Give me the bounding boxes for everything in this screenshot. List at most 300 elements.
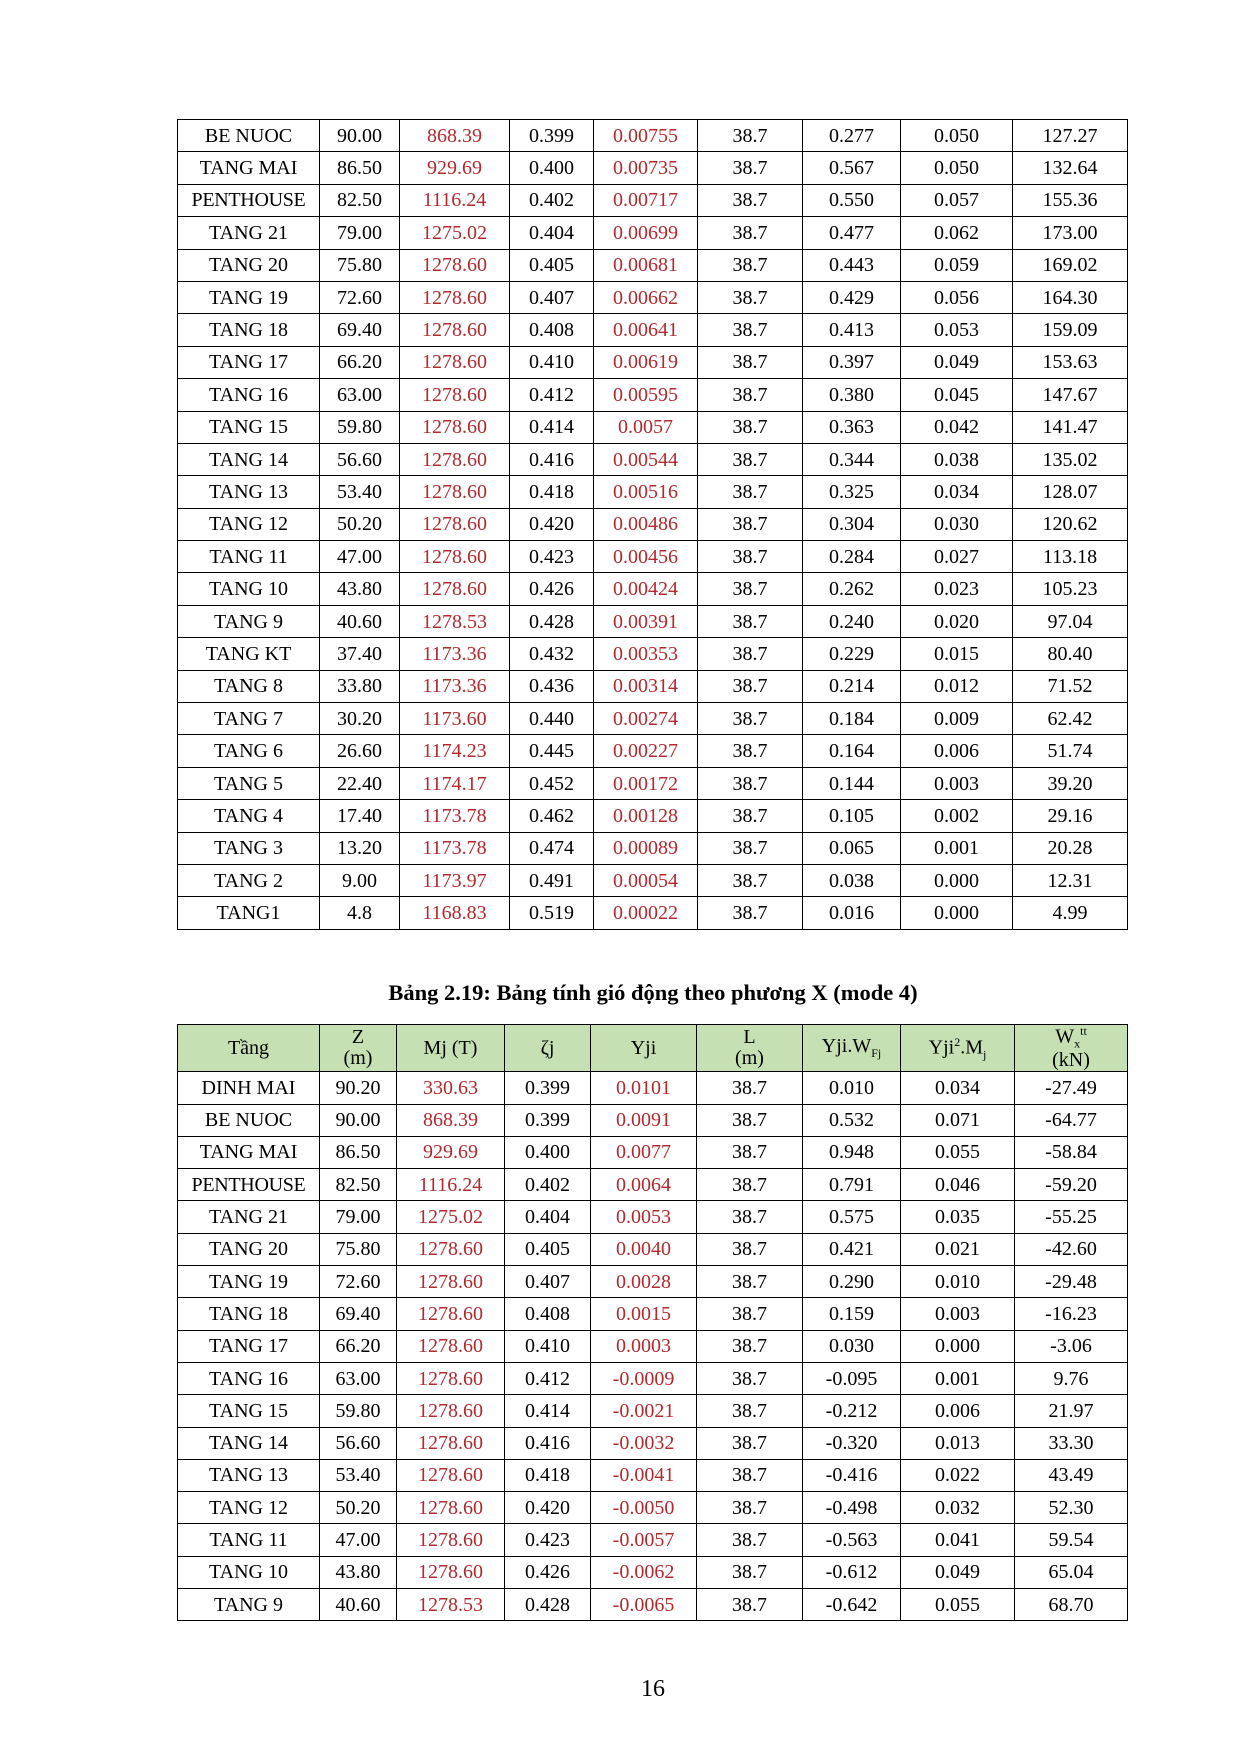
table-row: [178, 1492, 1128, 1524]
cell-yji-wfj: 0.325: [803, 476, 901, 508]
cell-length: 38.7: [698, 120, 803, 152]
header-row: [178, 1025, 1128, 1072]
cell-length: 38.7: [698, 281, 803, 313]
cell-z: 43.80: [320, 1556, 397, 1588]
header-xi-label: ζj: [540, 1036, 555, 1059]
cell-floor: TANG 21: [178, 217, 320, 249]
cell-yji-wfj: 0.159: [803, 1298, 901, 1330]
cell-length: 38.7: [697, 1395, 803, 1427]
cell-yji: 0.0003: [591, 1330, 697, 1362]
cell-yji-wfj: 0.277: [803, 120, 901, 152]
cell-xi: 0.414: [505, 1395, 591, 1427]
table-row: [178, 152, 1128, 184]
cell-yji: -0.0021: [591, 1395, 697, 1427]
cell-yji2-mj: 0.000: [901, 897, 1013, 929]
cell-z: 9.00: [320, 864, 400, 896]
cell-xi: 0.402: [510, 184, 594, 216]
cell-length: 38.7: [698, 508, 803, 540]
cell-yji2-mj: 0.055: [901, 1589, 1015, 1621]
cell-wind-load: 105.23: [1013, 573, 1128, 605]
cell-yji: 0.00486: [594, 508, 698, 540]
cell-yji: 0.0091: [591, 1104, 697, 1136]
cell-yji: -0.0041: [591, 1459, 697, 1491]
cell-mass: 1173.78: [400, 800, 510, 832]
cell-floor: TANG 7: [178, 703, 320, 735]
cell-wind-load: 65.04: [1015, 1556, 1128, 1588]
cell-z: 82.50: [320, 1169, 397, 1201]
cell-floor: TANG 13: [178, 476, 320, 508]
cell-length: 38.7: [697, 1201, 803, 1233]
cell-yji-wfj: 0.791: [803, 1169, 901, 1201]
cell-mass: 1278.60: [397, 1233, 505, 1265]
cell-wind-load: 59.54: [1015, 1524, 1128, 1556]
cell-mass: 1278.60: [400, 346, 510, 378]
page-number: 16: [641, 1676, 665, 1702]
cell-wind-load: 153.63: [1013, 346, 1128, 378]
cell-xi: 0.405: [510, 249, 594, 281]
cell-length: 38.7: [697, 1104, 803, 1136]
cell-mass: 1278.60: [400, 573, 510, 605]
cell-xi: 0.474: [510, 832, 594, 864]
cell-floor: TANG 2: [178, 864, 320, 896]
cell-yji-wfj: 0.284: [803, 541, 901, 573]
cell-wind-load: 39.20: [1013, 767, 1128, 799]
cell-floor: TANG 3: [178, 832, 320, 864]
cell-wind-load: 80.40: [1013, 638, 1128, 670]
cell-yji: 0.00391: [594, 605, 698, 637]
cell-wind-load: -29.48: [1015, 1266, 1128, 1298]
cell-yji2-mj: 0.055: [901, 1136, 1015, 1168]
cell-yji2-mj: 0.021: [901, 1233, 1015, 1265]
cell-wind-load: 51.74: [1013, 735, 1128, 767]
table-row: [178, 800, 1128, 832]
cell-mass: 1278.60: [400, 411, 510, 443]
cell-z: 4.8: [320, 897, 400, 929]
header-l-unit: (m): [735, 1047, 764, 1070]
cell-yji2-mj: 0.059: [901, 249, 1013, 281]
cell-length: 38.7: [697, 1459, 803, 1491]
cell-yji2-mj: 0.035: [901, 1201, 1015, 1233]
header-wx-sub: x: [1074, 1036, 1081, 1051]
cell-yji2-mj: 0.020: [901, 605, 1013, 637]
cell-wind-load: 141.47: [1013, 411, 1128, 443]
cell-length: 38.7: [698, 152, 803, 184]
cell-yji-wfj: -0.642: [803, 1589, 901, 1621]
cell-wind-load: -42.60: [1015, 1233, 1128, 1265]
cell-z: 79.00: [320, 1201, 397, 1233]
table-row: [178, 1136, 1128, 1168]
header-tang-label: Tầng: [227, 1036, 270, 1059]
cell-length: 38.7: [698, 476, 803, 508]
cell-xi: 0.436: [510, 670, 594, 702]
header-wx-sup: tt: [1080, 1024, 1087, 1038]
cell-length: 38.7: [698, 800, 803, 832]
cell-yji-wfj: 0.144: [803, 767, 901, 799]
table-caption: Bảng 2.19: Bảng tính gió động theo phương X (mode 4): [388, 980, 918, 1005]
cell-z: 69.40: [320, 1298, 397, 1330]
cell-wind-load: 97.04: [1013, 605, 1128, 637]
cell-z: 75.80: [320, 1233, 397, 1265]
cell-z: 56.60: [320, 443, 400, 475]
cell-yji: 0.00619: [594, 346, 698, 378]
cell-mass: 868.39: [400, 120, 510, 152]
cell-yji-wfj: 0.304: [803, 508, 901, 540]
table-row: [178, 346, 1128, 378]
cell-yji: 0.0028: [591, 1266, 697, 1298]
cell-yji: 0.00717: [594, 184, 698, 216]
cell-z: 69.40: [320, 314, 400, 346]
cell-yji2-mj: 0.049: [901, 346, 1013, 378]
cell-yji: 0.0015: [591, 1298, 697, 1330]
cell-yji: 0.00128: [594, 800, 698, 832]
cell-z: 37.40: [320, 638, 400, 670]
cell-yji2-mj: 0.022: [901, 1459, 1015, 1491]
cell-yji2-mj: 0.056: [901, 281, 1013, 313]
cell-mass: 1278.60: [397, 1266, 505, 1298]
cell-yji-wfj: 0.413: [803, 314, 901, 346]
cell-z: 59.80: [320, 1395, 397, 1427]
header-l: [697, 1025, 803, 1072]
cell-yji2-mj: 0.002: [901, 800, 1013, 832]
cell-yji: 0.00641: [594, 314, 698, 346]
cell-xi: 0.410: [510, 346, 594, 378]
cell-yji: -0.0032: [591, 1427, 697, 1459]
cell-length: 38.7: [698, 767, 803, 799]
cell-yji: 0.00314: [594, 670, 698, 702]
cell-yji2-mj: 0.000: [901, 864, 1013, 896]
cell-xi: 0.412: [510, 379, 594, 411]
cell-wind-load: 12.31: [1013, 864, 1128, 896]
cell-xi: 0.408: [510, 314, 594, 346]
cell-length: 38.7: [697, 1233, 803, 1265]
cell-xi: 0.399: [505, 1104, 591, 1136]
cell-yji: 0.00022: [594, 897, 698, 929]
cell-yji-wfj: -0.612: [803, 1556, 901, 1588]
cell-xi: 0.404: [505, 1201, 591, 1233]
cell-xi: 0.408: [505, 1298, 591, 1330]
cell-z: 63.00: [320, 379, 400, 411]
cell-yji-wfj: 0.105: [803, 800, 901, 832]
cell-mass: 1168.83: [400, 897, 510, 929]
cell-mass: 1173.78: [400, 832, 510, 864]
cell-wind-load: 33.30: [1015, 1427, 1128, 1459]
cell-yji-wfj: 0.030: [803, 1330, 901, 1362]
cell-mass: 1278.60: [400, 249, 510, 281]
cell-wind-load: 128.07: [1013, 476, 1128, 508]
cell-yji-wfj: 0.262: [803, 573, 901, 605]
cell-yji: -0.0065: [591, 1589, 697, 1621]
cell-length: 38.7: [697, 1330, 803, 1362]
cell-length: 38.7: [698, 379, 803, 411]
table-row: [178, 476, 1128, 508]
cell-z: 30.20: [320, 703, 400, 735]
cell-xi: 0.399: [505, 1072, 591, 1104]
cell-yji: 0.00227: [594, 735, 698, 767]
table-row: [178, 541, 1128, 573]
cell-xi: 0.420: [505, 1492, 591, 1524]
cell-z: 90.00: [320, 120, 400, 152]
cell-wind-load: 164.30: [1013, 281, 1128, 313]
cell-yji-wfj: 0.397: [803, 346, 901, 378]
cell-yji-wfj: 0.443: [803, 249, 901, 281]
cell-yji2-mj: 0.053: [901, 314, 1013, 346]
cell-mass: 1278.60: [400, 476, 510, 508]
cell-wind-load: 159.09: [1013, 314, 1128, 346]
cell-z: 33.80: [320, 670, 400, 702]
cell-z: 86.50: [320, 152, 400, 184]
cell-yji2-mj: 0.071: [901, 1104, 1015, 1136]
cell-xi: 0.400: [510, 152, 594, 184]
cell-xi: 0.423: [505, 1524, 591, 1556]
cell-z: 90.00: [320, 1104, 397, 1136]
cell-yji-wfj: -0.095: [803, 1362, 901, 1394]
cell-yji-wfj: 0.477: [803, 217, 901, 249]
cell-xi: 0.420: [510, 508, 594, 540]
table-row: [178, 767, 1128, 799]
cell-yji2-mj: 0.006: [901, 735, 1013, 767]
cell-yji-wfj: -0.320: [803, 1427, 901, 1459]
cell-yji2-mj: 0.023: [901, 573, 1013, 605]
cell-yji-wfj: 0.532: [803, 1104, 901, 1136]
header-yji2-sup: 2: [954, 1034, 961, 1049]
table-row: [178, 1104, 1128, 1136]
cell-length: 38.7: [697, 1556, 803, 1588]
cell-xi: 0.416: [505, 1427, 591, 1459]
cell-floor: TANG 20: [178, 249, 320, 281]
cell-floor: TANG 14: [178, 1427, 320, 1459]
cell-mass: 1278.60: [397, 1459, 505, 1491]
cell-yji-wfj: -0.212: [803, 1395, 901, 1427]
cell-yji2-mj: 0.003: [901, 767, 1013, 799]
cell-xi: 0.445: [510, 735, 594, 767]
cell-mass: 1278.60: [400, 443, 510, 475]
cell-yji2-mj: 0.034: [901, 476, 1013, 508]
table-row: [178, 184, 1128, 216]
cell-yji: 0.00735: [594, 152, 698, 184]
cell-floor: TANG KT: [178, 638, 320, 670]
cell-z: 75.80: [320, 249, 400, 281]
cell-yji2-mj: 0.049: [901, 1556, 1015, 1588]
cell-yji2-mj: 0.013: [901, 1427, 1015, 1459]
cell-z: 50.20: [320, 508, 400, 540]
cell-yji: 0.00699: [594, 217, 698, 249]
cell-wind-load: -58.84: [1015, 1136, 1128, 1168]
cell-yji: -0.0062: [591, 1556, 697, 1588]
table-wind-mode4: [177, 1024, 1128, 1621]
cell-length: 38.7: [698, 703, 803, 735]
cell-floor: TANG 12: [178, 508, 320, 540]
cell-z: 82.50: [320, 184, 400, 216]
cell-wind-load: -27.49: [1015, 1072, 1128, 1104]
cell-mass: 929.69: [397, 1136, 505, 1168]
header-z-label: Z: [351, 1026, 365, 1049]
cell-yji2-mj: 0.001: [901, 832, 1013, 864]
header-wx: [1015, 1025, 1128, 1072]
cell-floor: TANG 6: [178, 735, 320, 767]
cell-yji-wfj: 0.065: [803, 832, 901, 864]
table-wind-mode4-body: [178, 1072, 1128, 1621]
cell-xi: 0.407: [505, 1266, 591, 1298]
cell-yji2-mj: 0.062: [901, 217, 1013, 249]
cell-length: 38.7: [698, 638, 803, 670]
cell-yji-wfj: 0.290: [803, 1266, 901, 1298]
table-header: [178, 1025, 1128, 1072]
cell-yji-wfj: 0.164: [803, 735, 901, 767]
cell-z: 50.20: [320, 1492, 397, 1524]
table-row: [178, 1201, 1128, 1233]
cell-wind-load: 147.67: [1013, 379, 1128, 411]
cell-xi: 0.400: [505, 1136, 591, 1168]
cell-yji-wfj: -0.563: [803, 1524, 901, 1556]
cell-floor: TANG 19: [178, 281, 320, 313]
cell-wind-load: 62.42: [1013, 703, 1128, 735]
cell-xi: 0.414: [510, 411, 594, 443]
cell-mass: 1278.60: [400, 379, 510, 411]
cell-xi: 0.407: [510, 281, 594, 313]
cell-yji-wfj: 0.038: [803, 864, 901, 896]
cell-yji-wfj: 0.363: [803, 411, 901, 443]
cell-length: 38.7: [698, 735, 803, 767]
table-row: [178, 638, 1128, 670]
cell-length: 38.7: [697, 1589, 803, 1621]
cell-z: 79.00: [320, 217, 400, 249]
cell-floor: TANG 8: [178, 670, 320, 702]
cell-floor: BE NUOC: [178, 120, 320, 152]
header-z: [320, 1025, 397, 1072]
header-mj-label: Mj (T): [423, 1036, 478, 1059]
cell-floor: TANG1: [178, 897, 320, 929]
cell-floor: TANG 10: [178, 1556, 320, 1588]
cell-length: 38.7: [698, 541, 803, 573]
cell-yji: 0.00662: [594, 281, 698, 313]
cell-yji2-mj: 0.045: [901, 379, 1013, 411]
cell-z: 86.50: [320, 1136, 397, 1168]
cell-floor: TANG 21: [178, 1201, 320, 1233]
cell-xi: 0.519: [510, 897, 594, 929]
cell-wind-load: 21.97: [1015, 1395, 1128, 1427]
table-row: [178, 379, 1128, 411]
cell-wind-load: -64.77: [1015, 1104, 1128, 1136]
table-row: [178, 508, 1128, 540]
cell-floor: DINH MAI: [178, 1072, 320, 1104]
cell-length: 38.7: [698, 217, 803, 249]
cell-yji-wfj: 0.421: [803, 1233, 901, 1265]
cell-length: 38.7: [698, 864, 803, 896]
cell-yji: -0.0009: [591, 1362, 697, 1394]
cell-z: 66.20: [320, 1330, 397, 1362]
table-row: [178, 703, 1128, 735]
cell-floor: TANG 13: [178, 1459, 320, 1491]
table-row: [178, 573, 1128, 605]
cell-floor: PENTHOUSE: [178, 184, 320, 216]
cell-yji: 0.00544: [594, 443, 698, 475]
header-wx-unit: (kN): [1052, 1049, 1090, 1072]
cell-floor: TANG 17: [178, 346, 320, 378]
header-z-unit: (m): [343, 1047, 373, 1070]
cell-yji-wfj: 0.184: [803, 703, 901, 735]
cell-mass: 929.69: [400, 152, 510, 184]
cell-floor: TANG 12: [178, 1492, 320, 1524]
cell-floor: TANG 9: [178, 1589, 320, 1621]
cell-z: 53.40: [320, 1459, 397, 1491]
cell-yji2-mj: 0.000: [901, 1330, 1015, 1362]
cell-floor: TANG 16: [178, 1362, 320, 1394]
cell-z: 63.00: [320, 1362, 397, 1394]
cell-yji2-mj: 0.003: [901, 1298, 1015, 1330]
table-row: [178, 1427, 1128, 1459]
cell-yji: 0.0053: [591, 1201, 697, 1233]
cell-z: 40.60: [320, 1589, 397, 1621]
cell-mass: 1173.60: [400, 703, 510, 735]
cell-xi: 0.426: [510, 573, 594, 605]
cell-length: 38.7: [697, 1136, 803, 1168]
cell-mass: 1278.60: [397, 1524, 505, 1556]
cell-wind-load: 169.02: [1013, 249, 1128, 281]
cell-yji-wfj: 0.010: [803, 1072, 901, 1104]
header-yji2-mj: .M: [960, 1036, 983, 1059]
cell-mass: 1278.60: [397, 1492, 505, 1524]
cell-mass: 330.63: [397, 1072, 505, 1104]
cell-length: 38.7: [698, 249, 803, 281]
cell-length: 38.7: [697, 1427, 803, 1459]
cell-yji2-mj: 0.030: [901, 508, 1013, 540]
cell-mass: 1278.60: [397, 1298, 505, 1330]
cell-yji2-mj: 0.041: [901, 1524, 1015, 1556]
cell-wind-load: 132.64: [1013, 152, 1128, 184]
cell-yji2-mj: 0.012: [901, 670, 1013, 702]
cell-mass: 1278.60: [397, 1427, 505, 1459]
cell-xi: 0.432: [510, 638, 594, 670]
cell-floor: TANG 17: [178, 1330, 320, 1362]
table-row: [178, 1589, 1128, 1621]
cell-wind-load: 52.30: [1015, 1492, 1128, 1524]
cell-yji: 0.00089: [594, 832, 698, 864]
cell-yji: 0.0101: [591, 1072, 697, 1104]
header-tang: [178, 1025, 320, 1072]
cell-yji2-mj: 0.038: [901, 443, 1013, 475]
cell-length: 38.7: [698, 897, 803, 929]
table-row: [178, 411, 1128, 443]
cell-wind-load: 20.28: [1013, 832, 1128, 864]
cell-mass: 1173.36: [400, 638, 510, 670]
cell-xi: 0.416: [510, 443, 594, 475]
cell-floor: TANG 5: [178, 767, 320, 799]
cell-z: 66.20: [320, 346, 400, 378]
cell-yji: 0.0064: [591, 1169, 697, 1201]
cell-floor: TANG 15: [178, 411, 320, 443]
cell-yji2-mj: 0.050: [901, 152, 1013, 184]
cell-yji2-mj: 0.027: [901, 541, 1013, 573]
header-yji2mj: [901, 1025, 1015, 1072]
cell-yji2-mj: 0.034: [901, 1072, 1015, 1104]
cell-yji: -0.0057: [591, 1524, 697, 1556]
cell-wind-load: 173.00: [1013, 217, 1128, 249]
cell-yji: 0.00424: [594, 573, 698, 605]
cell-length: 38.7: [697, 1298, 803, 1330]
cell-yji2-mj: 0.001: [901, 1362, 1015, 1394]
table-row: [178, 443, 1128, 475]
cell-floor: TANG 20: [178, 1233, 320, 1265]
cell-xi: 0.404: [510, 217, 594, 249]
cell-length: 38.7: [697, 1169, 803, 1201]
cell-yji-wfj: 0.380: [803, 379, 901, 411]
cell-xi: 0.410: [505, 1330, 591, 1362]
table-row: [178, 249, 1128, 281]
cell-mass: 1278.60: [400, 281, 510, 313]
cell-mass: 1116.24: [400, 184, 510, 216]
cell-length: 38.7: [698, 573, 803, 605]
cell-yji: 0.0077: [591, 1136, 697, 1168]
